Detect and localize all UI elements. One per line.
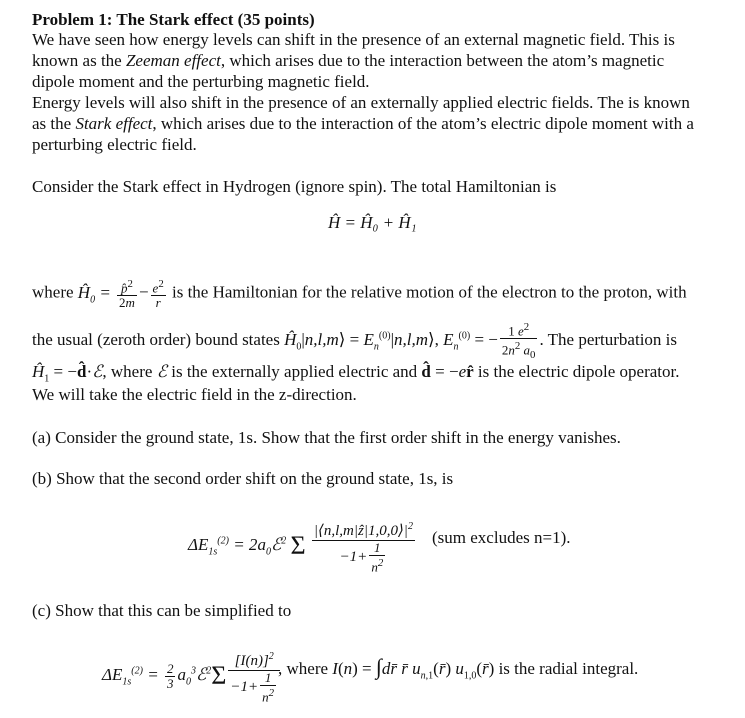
intro-line-5: as the Stark effect, which arises due to the interaction of the atom’s electric dipole moment with a <box>32 114 694 133</box>
consider-line: Consider the Stark effect in Hydrogen (ignore spin). The total Hamiltonian is <box>32 177 557 196</box>
intro-line-4: Energy levels will also shift in the presence of an externally applied electric fields. The is known <box>32 93 690 112</box>
part-a: (a) Consider the ground state, 1s. Show that the first order shift in the energy vanishes. <box>32 428 621 447</box>
intro-line-2: known as the Zeeman effect, which arises due to the interaction between the atom’s magnetic <box>32 51 665 70</box>
where-line: where $Ĥ_0$ = $\frac{p̂^2}{2m}$ − $\frac{e^2}{r}$ is the Hamiltonian for the relative motion of the electron to the proton, with <box>32 278 687 311</box>
field-direction-line: We will take the electric field in the z-direction. <box>32 385 357 404</box>
radial-integral-line: , where I(n) = ∫dr̄ r̄ $u_{n,1}(r̄)$ $u_{1,0}(r̄)$ is the radial integral. <box>278 654 639 682</box>
part-b: (b) Show that the second order shift on the ground state, 1s, is <box>32 469 454 488</box>
second-order-formula: $\Delta E_{1s}^{(2)}$ = $2a_0ℰ^2$ Σ $|⟨n,l,m|ẑ|1,0,0⟩|^2$ −1+ $\frac{1}{n^2}$ <box>188 518 417 574</box>
part-c: (c) Show that this can be simplified to <box>32 601 292 620</box>
perturbation-line: $Ĥ_1$ = −d̂·ℰ, where ℰ is the externally applied electric and d̂ = −er̂ is the electric dipole operator. <box>32 362 680 385</box>
simplified-formula: $\Delta E_{1s}^{(2)}$ = $\frac{2}{3}$ $a_0^3ℰ^2\Sigma$ $[I(n)]^2$ −1+ $\frac{1}{n^2}$ <box>102 648 282 704</box>
intro-line-3: dipole moment and the perturbing magnetic field. <box>32 72 370 91</box>
bound-states-line: the usual (zeroth order) bound states $Ĥ_0|n,l,m⟩$ = $E_n^{(0)}|n,l,m⟩$, $E_n^{(0)}$ = − $\frac{1 e^2}{2n^2 a_0}$ . The perturbation is <box>32 321 678 362</box>
intro-line-1: We have seen how energy levels can shift in the presence of an external magnetic field. This is <box>32 30 675 49</box>
intro-line-6: perturbing electric field. <box>32 135 197 154</box>
problem-title: Problem 1: The Stark effect (35 points) <box>32 10 315 29</box>
hamiltonian-equation: Ĥ = Ĥ₀ + Ĥ₁ <box>328 213 417 232</box>
sum-note: (sum excludes n=1). <box>432 528 571 547</box>
